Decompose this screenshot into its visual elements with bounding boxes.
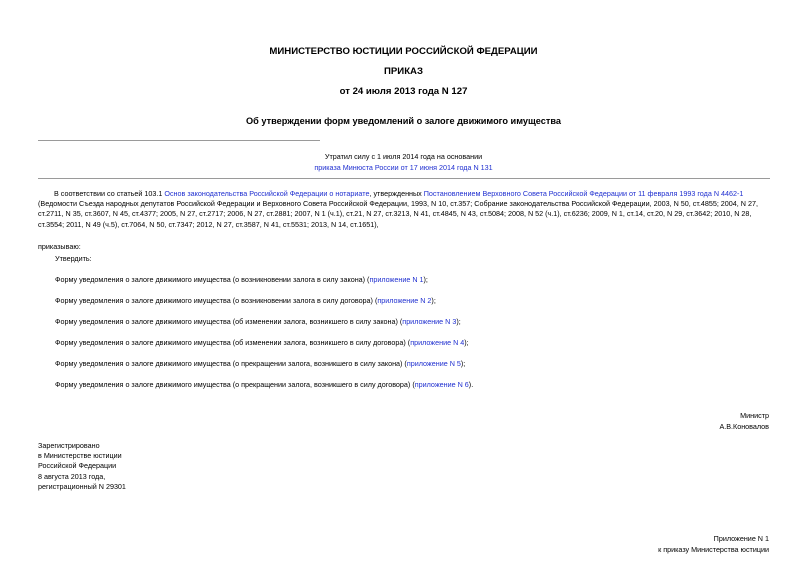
registration-line: 8 августа 2013 года, bbox=[38, 471, 106, 481]
item-end: ). bbox=[468, 380, 474, 389]
list-item bbox=[55, 338, 469, 348]
registration-line: в Министерстве юстиции bbox=[38, 451, 122, 461]
appendix-number: Приложение N 1 bbox=[713, 534, 769, 543]
appendix-reference: к приказу Министерства юстиции bbox=[658, 545, 769, 554]
item-end: ); bbox=[431, 296, 436, 305]
item-end: ); bbox=[464, 338, 469, 347]
signature-name: А.В.Коновалов bbox=[719, 422, 769, 431]
supreme-council-resolution-link[interactable]: Постановлением Верховного Совета Российской Федерации от 11 февраля 1993 года N 4462-1 bbox=[423, 189, 744, 198]
short-divider bbox=[38, 140, 320, 141]
appendix-1-link[interactable]: приложение N 1 bbox=[369, 275, 424, 284]
prikazyvayu-text: приказываю: bbox=[38, 242, 81, 251]
appendix-3-link[interactable]: приложение N 3 bbox=[402, 317, 457, 326]
repeal-order-link[interactable]: приказа Минюста России от 17 июня 2014 года N 131 bbox=[314, 163, 493, 172]
item-text: Форму уведомления о залоге движимого имущества (об изменении залога, возникшего в силу закона) ( bbox=[55, 317, 403, 326]
registration-line: Зарегистрировано bbox=[38, 441, 100, 450]
item-text: Форму уведомления о залоге движимого имущества (о прекращении залога, возникшего в силу договора) ( bbox=[55, 380, 415, 389]
preamble-text-3: (Ведомости Съезда народных депутатов Российской Федерации и Верховного Совета Российской Федерации, 1993, N 10, ст.357; Собрание законодательства Российской Федерации, 2003, N 50, ст.4855; 2004, N 27, ст.2711, N 35, ст.3607, N 45, ст.4377; 2005, N 27, ст.2717; 2006, N 27, ст.2881; 2007, N 1 (ч.1), ст.21, N 27, ст.3213, N 41, ст.4845, N 43, ст.5084; 2008, N 52 (ч.1), ст.6236; 2009, N 1, ст.14, ст.20, N 29, ст.3642; 2010, N 28, ст.3554; 2011, N 49 (ч.5), ст.7064, N 50, ст.7347; 2012, N 27, ст.3587, N 41, ст.5531; 2013, N 14, ст.1651), bbox=[38, 199, 758, 229]
item-text: Форму уведомления о залоге движимого имущества (об изменении залога, возникшего в силу договора) ( bbox=[55, 338, 411, 347]
item-text: Форму уведомления о залоге движимого имущества (о прекращении залога, возникшего в силу закона) ( bbox=[55, 359, 407, 368]
preamble-text-2: , утвержденных bbox=[369, 189, 424, 198]
notary-law-link[interactable]: Основ законодательства Российской Федерации о нотариате bbox=[164, 189, 370, 198]
item-text: Форму уведомления о залоге движимого имущества (о возникновении залога в силу закона) ( bbox=[55, 275, 370, 284]
list-item bbox=[55, 296, 436, 306]
item-end: ); bbox=[460, 359, 466, 368]
item-end: ); bbox=[456, 317, 461, 326]
long-divider bbox=[38, 178, 770, 179]
item-text: Форму уведомления о залоге движимого имущества (о возникновении залога в силу договора) ( bbox=[55, 296, 378, 305]
item-end: ); bbox=[423, 275, 428, 284]
list-item bbox=[55, 380, 473, 390]
appendix-4-link[interactable]: приложение N 4 bbox=[410, 338, 465, 347]
registration-line: Российской Федерации bbox=[38, 461, 117, 471]
appendix-5-link[interactable]: приложение N 5 bbox=[406, 359, 461, 368]
date-number: от 24 июля 2013 года N 127 bbox=[339, 86, 468, 97]
signature-position: Министр bbox=[740, 411, 769, 420]
appendix-2-link[interactable]: приложение N 2 bbox=[377, 296, 432, 305]
document-type: ПРИКАЗ bbox=[384, 66, 423, 77]
status-text: Утратил силу с 1 июля 2014 года на основании bbox=[324, 152, 483, 161]
list-item bbox=[55, 359, 465, 369]
list-item bbox=[55, 317, 461, 327]
list-item bbox=[55, 275, 428, 285]
document-title: Об утверждении форм уведомлений о залоге движимого имущества bbox=[246, 116, 561, 126]
preamble-text-1: В соответствии со статьей 103.1 bbox=[54, 189, 165, 198]
registration-block bbox=[38, 441, 126, 492]
appendix-6-link[interactable]: приложение N 6 bbox=[414, 380, 469, 389]
ministry-heading: МИНИСТЕРСТВО ЮСТИЦИИ РОССИЙСКОЙ ФЕДЕРАЦИИ bbox=[269, 46, 538, 57]
utverdit-text: Утвердить: bbox=[55, 254, 92, 263]
registration-line: регистрационный N 29301 bbox=[38, 481, 126, 491]
preamble-paragraph bbox=[38, 189, 770, 230]
